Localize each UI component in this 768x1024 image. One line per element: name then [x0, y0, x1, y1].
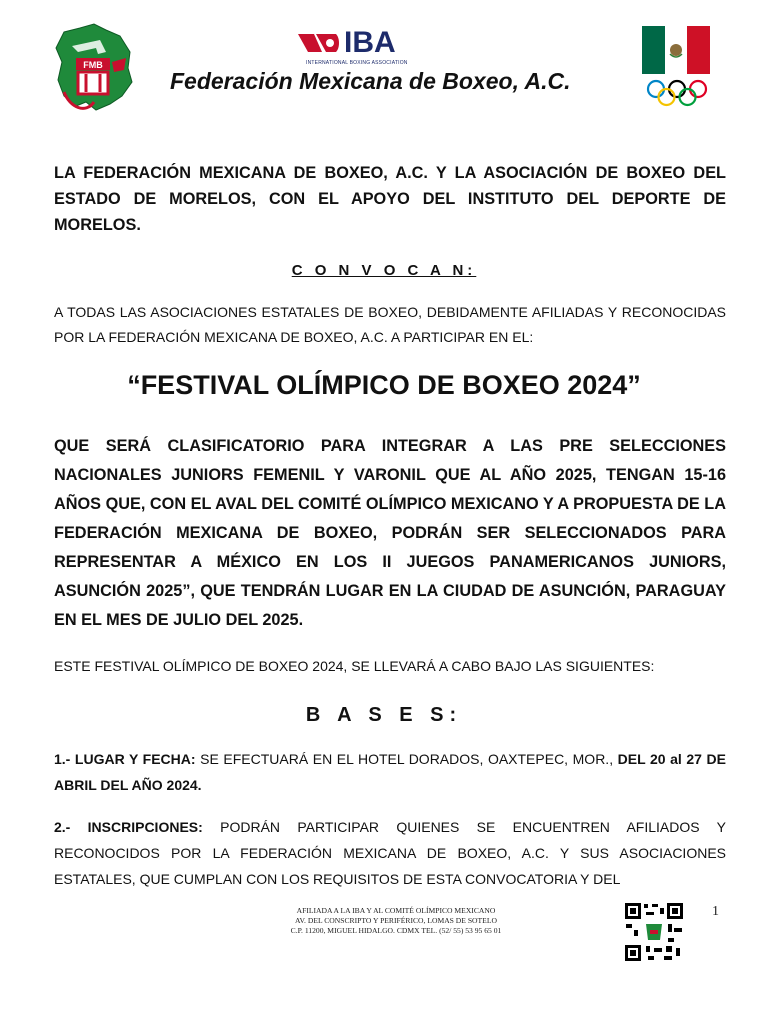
- base-item-dates: DEL 20 al 27 DE ABRIL DEL AÑO 2024.: [54, 751, 726, 793]
- olympic-rings-icon: [644, 78, 710, 108]
- footer-address: [226, 906, 566, 936]
- page-number: 1: [712, 904, 719, 919]
- base-item-label: 1.- LUGAR Y FECHA:: [54, 751, 196, 767]
- header-title: Federación Mexicana de Boxeo, A.C.: [170, 68, 571, 94]
- qr-code-icon[interactable]: [624, 902, 684, 962]
- purpose-paragraph: QUE SERÁ CLASIFICATORIO PARA INTEGRAR A LAS PRE SELECCIONES NACIONALES JUNIORS FEMENIL Y VARONIL QUE AL AÑO 2025, TENGAN 15-16 AÑOS QUE, CON EL AVAL DEL COMITÉ OLÍMPICO MEXICANO Y A PROPUESTA DE LA FEDERACIÓN MEXICANA DE BOXEO, PODRÁN SER SELECCIONADOS PARA REPRESENTAR A MÉXICO EN LOS II JUEGOS PANAMERICANOS JUNIORS, ASUNCIÓN 2025”, QUE TENDRÁN LUGAR EN LA CIUDAD DE ASUNCIÓN, PARAGUAY EN EL MES DE JULIO DEL 2025.: [54, 437, 726, 629]
- iba-gloves-icon: [296, 30, 340, 56]
- base-item-inscripciones: [54, 814, 726, 892]
- mexico-flag-icon: [642, 26, 710, 74]
- festival-title: “FESTIVAL OLÍMPICO DE BOXEO 2024”: [127, 370, 641, 400]
- call-paragraph: A TODAS LAS ASOCIACIONES ESTATALES DE BOXEO, DEBIDAMENTE AFILIADAS Y RECONOCIDAS POR LA FEDERACIÓN MEXICANA DE BOXEO, A.C. A PARTICIPAR EN EL:: [54, 304, 726, 345]
- footer-line: AV. DEL CONSCRIPTO Y PERIFÉRICO, LOMAS DE SOTELO: [295, 916, 497, 925]
- fmb-logo-text: FMB: [83, 60, 103, 70]
- fmb-logo: [50, 22, 134, 114]
- iba-logo-text: IBA: [344, 26, 396, 59]
- intro-paragraph: LA FEDERACIÓN MEXICANA DE BOXEO, A.C. Y LA ASOCIACIÓN DE BOXEO DEL ESTADO DE MORELOS, CON EL APOYO DEL INSTITUTO DEL DEPORTE DE MORELOS.: [54, 164, 726, 234]
- base-item-text: SE EFECTUARÁ EN EL HOTEL DORADOS, OAXTEPEC, MOR.,: [195, 751, 614, 767]
- bases-heading: B A S E S:: [305, 704, 463, 726]
- base-item-label: 2.- INSCRIPCIONES:: [54, 819, 203, 835]
- iba-logo: [296, 26, 426, 72]
- base-item-text: PODRÁN PARTICIPAR QUIENES SE ENCUENTREN AFILIADOS Y RECONOCIDOS POR LA FEDERACIÓN MEXICANA DE BOXEO, A.C. Y SUS ASOCIACIONES ESTATALES, QUE CUMPLAN CON LOS REQUISITOS DE ESTA CONVOCATORIA Y DEL: [54, 819, 726, 887]
- footer-line: C.P. 11200, MIGUEL HIDALGO. CDMX TEL. (52/ 55) 53 95 65 01: [290, 926, 502, 935]
- convocan-heading: C O N V O C A N:: [291, 262, 477, 279]
- base-item-lugar-fecha: [54, 746, 726, 798]
- footer-line: AFILIADA A LA IBA Y AL COMITÉ OLÍMPICO MEXICANO: [296, 906, 496, 915]
- iba-logo-subtext: INTERNATIONAL BOXING ASSOCIATION: [306, 60, 408, 66]
- bases-lead-paragraph: ESTE FESTIVAL OLÍMPICO DE BOXEO 2024, SE LLEVARÁ A CABO BAJO LAS SIGUIENTES:: [54, 658, 655, 674]
